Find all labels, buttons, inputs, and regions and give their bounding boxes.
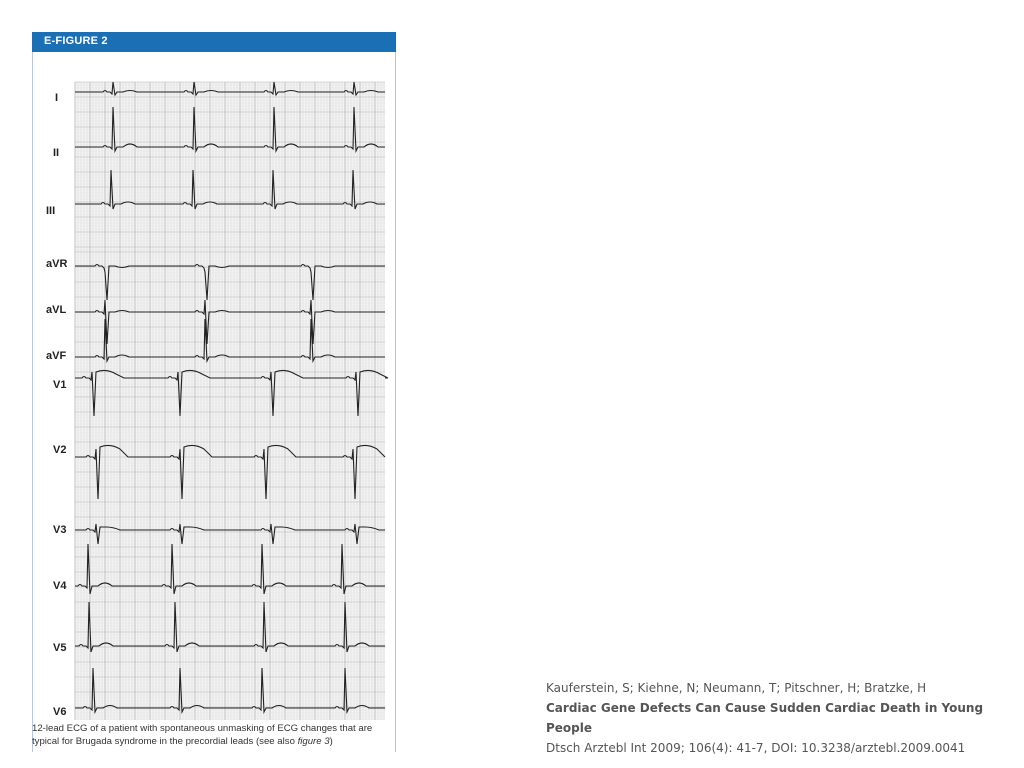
lead-label-v6: V6 bbox=[53, 706, 67, 718]
lead-label-ii: II bbox=[53, 147, 60, 159]
lead-label-iii: III bbox=[46, 205, 56, 217]
lead-label-v2: V2 bbox=[53, 444, 67, 456]
lead-label-avr: aVR bbox=[46, 258, 68, 270]
lead-label-i: I bbox=[55, 92, 59, 104]
caption-close: ) bbox=[329, 736, 333, 747]
figure-caption bbox=[32, 722, 394, 748]
caption-figure-ref: figure 3 bbox=[297, 736, 330, 747]
lead-label-v3: V3 bbox=[53, 524, 67, 536]
lead-label-avl: aVL bbox=[46, 304, 67, 316]
citation-journal: Dtsch Arztebl Int 2009; 106(4): 41-7, DOI: 10.3238/arztebl.2009.0041 bbox=[546, 741, 966, 755]
figure-label: E-FIGURE 2 bbox=[44, 35, 108, 47]
ecg-grid bbox=[75, 82, 385, 720]
ecg-tracing bbox=[33, 52, 395, 720]
lead-label-v4: V4 bbox=[53, 580, 67, 592]
figure-header bbox=[32, 32, 396, 52]
caption-text: 12-lead ECG of a patient with spontaneous unmasking of ECG changes that are typical for Brugada syndrome in the precordial leads (see also bbox=[32, 723, 373, 747]
lead-label-v5: V5 bbox=[53, 642, 67, 654]
citation-title: Cardiac Gene Defects Can Cause Sudden Cardiac Death in Young People bbox=[546, 701, 984, 735]
citation bbox=[546, 678, 1016, 758]
ecg-figure bbox=[32, 32, 396, 752]
lead-label-avf: aVF bbox=[46, 350, 67, 362]
ecg-panel bbox=[32, 52, 396, 752]
lead-label-v1: V1 bbox=[53, 379, 67, 391]
citation-authors: Kauferstein, S; Kiehne, N; Neumann, T; Pitschner, H; Bratzke, H bbox=[546, 681, 927, 695]
